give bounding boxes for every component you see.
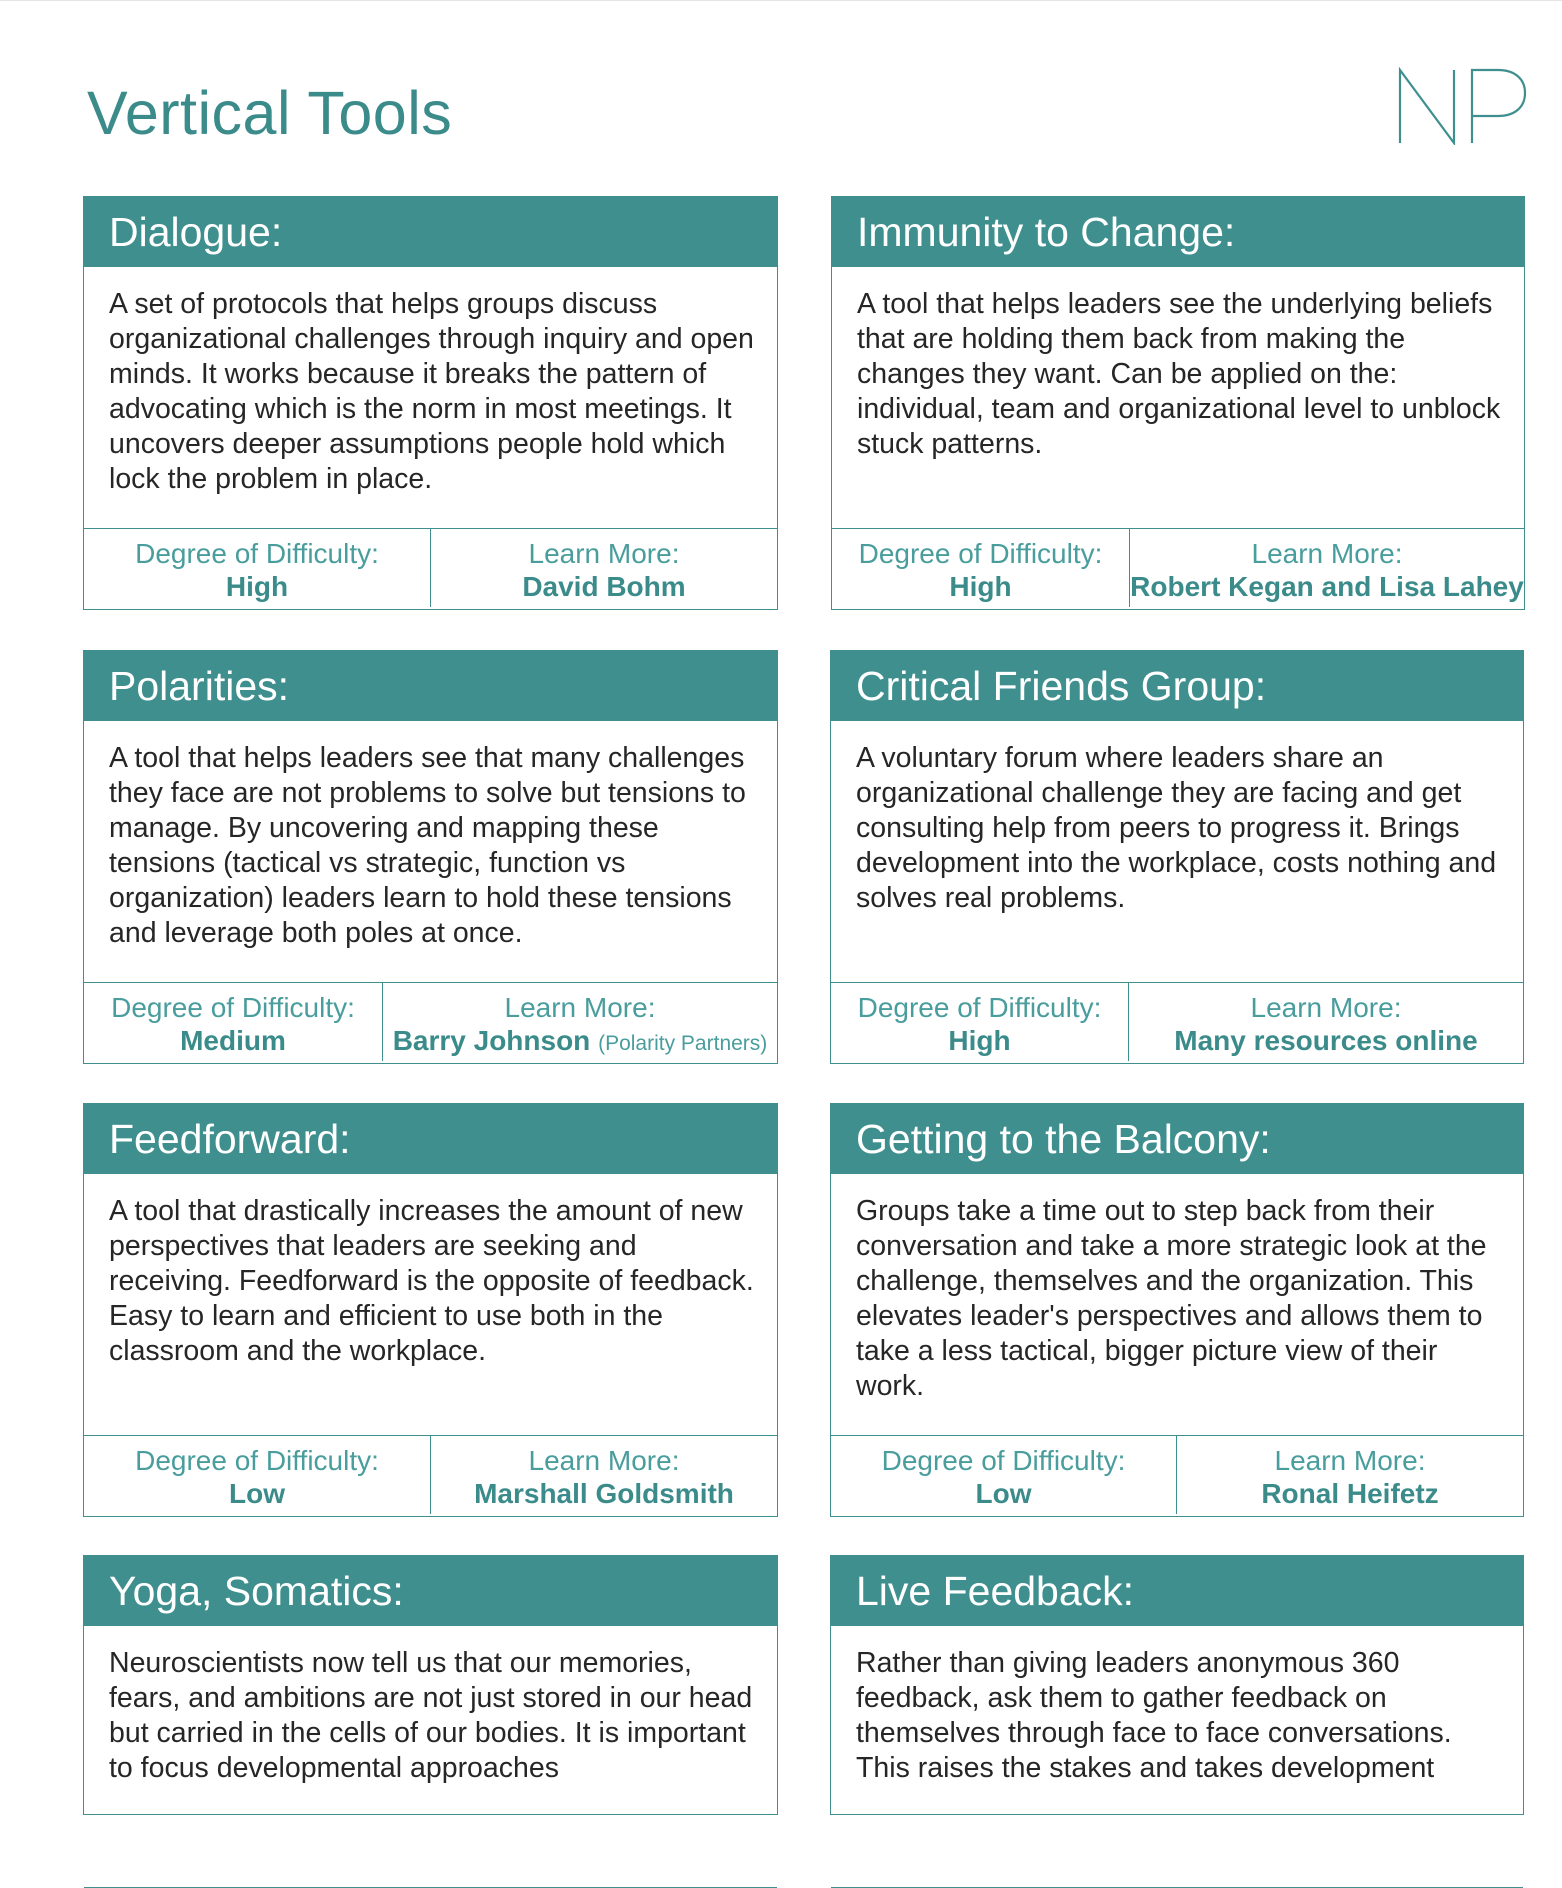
tool-card-yoga-somatics: [83, 1555, 778, 1815]
learn-more-cell: [382, 983, 777, 1061]
tool-card-description: A tool that drastically increases the amount of new perspectives that leaders are seeking and receiving. Feedforward is the opposite of feedback. Easy to learn and efficient to use both in the classroom and the workplace.: [84, 1174, 777, 1436]
difficulty-cell: [832, 529, 1129, 607]
learn-more-cell: [430, 1436, 777, 1514]
difficulty-label: Degree of Difficulty:: [135, 1445, 379, 1476]
learn-more-label: Learn More:: [504, 992, 656, 1023]
tool-card-getting-to-the-balcony: [830, 1103, 1524, 1517]
tool-card-title: Immunity to Change:: [832, 197, 1524, 267]
learn-more-name: Barry Johnson: [392, 1025, 591, 1056]
difficulty-label: Degree of Difficulty:: [135, 538, 379, 569]
tool-card-description: A voluntary forum where leaders share an organizational challenge they are facing and get consulting help from peers to progress it. Brings development into the workplace, costs nothing and solves real problems.: [831, 721, 1523, 983]
learn-more-cell: [1129, 529, 1524, 607]
tool-card-footer: [831, 983, 1523, 1061]
difficulty-cell: [831, 1436, 1176, 1514]
difficulty-value: High: [948, 1025, 1011, 1056]
tool-card-dialogue: [83, 196, 778, 610]
tool-card-footer: [832, 529, 1524, 607]
learn-more-value: Many resources online: [1174, 1025, 1478, 1056]
tool-card-feedforward: [83, 1103, 778, 1517]
learn-more-label: Learn More:: [1274, 1445, 1426, 1476]
difficulty-label: Degree of Difficulty:: [111, 992, 355, 1023]
tool-card-description: A tool that helps leaders see that many challenges they face are not problems to solve but tensions to manage. By uncovering and mapping these tensions (tactical vs strategic, function vs organization) leaders learn to hold these tensions and leverage both poles at once.: [84, 721, 777, 983]
difficulty-value: Medium: [180, 1025, 286, 1056]
learn-more-value: Ronal Heifetz: [1261, 1478, 1439, 1509]
tool-card-immunity-to-change: [831, 196, 1525, 610]
learn-more-label: Learn More:: [1251, 538, 1403, 569]
tool-card-description: Groups take a time out to step back from their conversation and take a more strategic look at the challenge, themselves and the organization. This elevates leader's perspectives and allows them to take a less tactical, bigger picture view of their work.: [831, 1174, 1523, 1436]
difficulty-label: Degree of Difficulty:: [858, 538, 1103, 569]
difficulty-label: Degree of Difficulty:: [857, 992, 1102, 1023]
difficulty-value: High: [225, 571, 289, 602]
tool-card-title: Yoga, Somatics:: [84, 1556, 777, 1626]
tool-card-description: A tool that helps leaders see the underlying beliefs that are holding them back from making the changes they want. Can be applied on the: individual, team and organizational level to unblock stuck patterns.: [832, 267, 1524, 529]
tool-card-title: Feedforward:: [84, 1104, 777, 1174]
difficulty-label: Degree of Difficulty:: [881, 1445, 1126, 1476]
learn-more-label: Learn More:: [1250, 992, 1402, 1023]
learn-more-value: David Bohm: [522, 571, 686, 602]
learn-more-value: [383, 1024, 777, 1061]
difficulty-value: Low: [975, 1478, 1032, 1509]
tool-card-description: Neuroscientists now tell us that our memories, fears, and ambitions are not just stored in our head but carried in the cells of our bodies. It is important to focus developmental approaches: [84, 1626, 777, 1888]
page-title: Vertical Tools: [87, 79, 453, 147]
tool-card-polarities: [83, 650, 778, 1064]
tool-card-live-feedback: [830, 1555, 1524, 1815]
learn-more-cell: [1176, 1436, 1523, 1514]
learn-more-label: Learn More:: [528, 1445, 680, 1476]
difficulty-cell: [84, 529, 430, 607]
tool-card-title: Dialogue:: [84, 197, 777, 267]
tool-card-title: Getting to the Balcony:: [831, 1104, 1523, 1174]
tool-card-description: A set of protocols that helps groups discuss organizational challenges through inquiry and open minds. It works because it breaks the pattern of advocating which is the norm in most meetings. It uncovers deeper assumptions people hold which lock the problem in place.: [84, 267, 777, 529]
top-divider: [0, 0, 1562, 1]
learn-more-label: Learn More:: [528, 538, 680, 569]
tool-card-footer: [84, 529, 777, 607]
difficulty-cell: [84, 1436, 430, 1514]
learn-more-value: Robert Kegan and Lisa Lahey: [1130, 571, 1524, 602]
tool-card-critical-friends-group: [830, 650, 1524, 1064]
tool-card-footer: [84, 983, 777, 1061]
tool-card-description: Rather than giving leaders anonymous 360 feedback, ask them to gather feedback on themselves through face to face conversations. This raises the stakes and takes development: [831, 1626, 1523, 1888]
np-logo: [1398, 67, 1528, 145]
tool-card-footer: [831, 1436, 1523, 1514]
difficulty-value: Low: [229, 1478, 285, 1509]
tool-card-title: Live Feedback:: [831, 1556, 1523, 1626]
tool-card-title: Polarities:: [84, 651, 777, 721]
difficulty-cell: [84, 983, 382, 1061]
learn-more-note: (Polarity Partners): [598, 1032, 768, 1055]
learn-more-value: Marshall Goldsmith: [474, 1478, 734, 1509]
difficulty-cell: [831, 983, 1128, 1061]
difficulty-value: High: [949, 571, 1012, 602]
tool-card-footer: [84, 1436, 777, 1514]
learn-more-cell: [430, 529, 777, 607]
learn-more-cell: [1128, 983, 1523, 1061]
tool-card-title: Critical Friends Group:: [831, 651, 1523, 721]
